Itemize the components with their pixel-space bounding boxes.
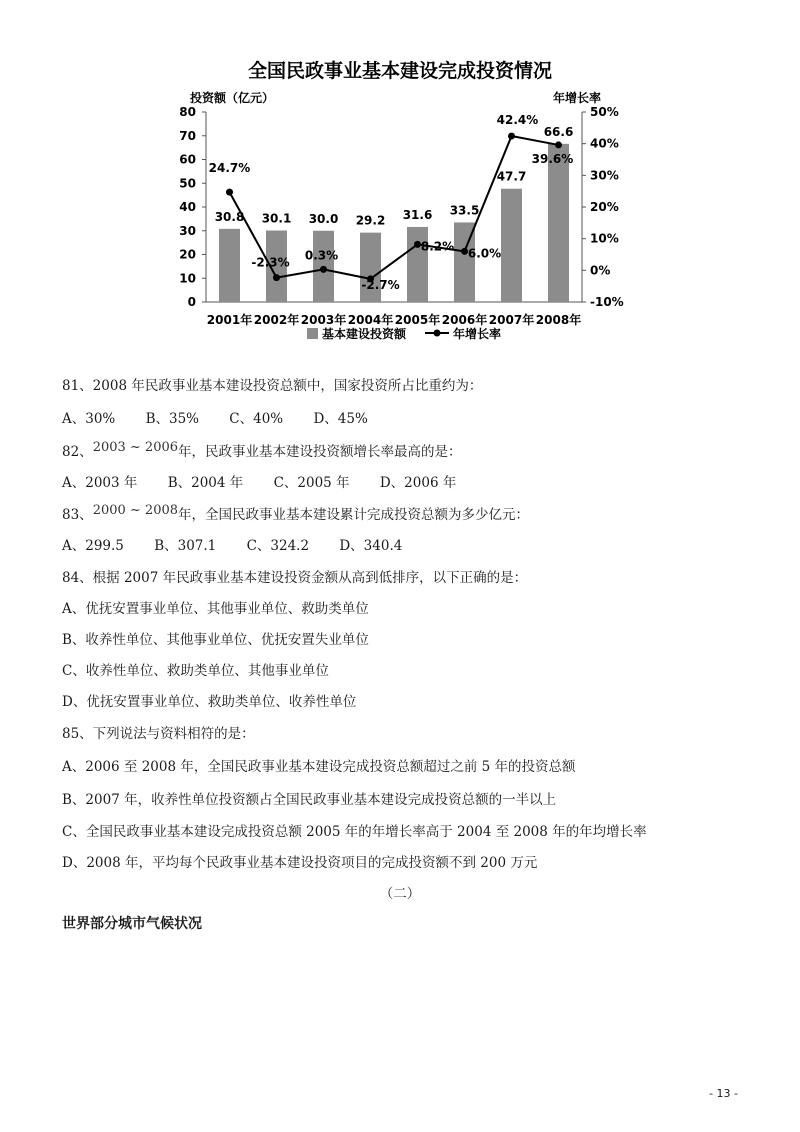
x-category-label: 2006年: [441, 313, 488, 327]
x-category-label: 2005年: [394, 313, 441, 327]
question-84-option-c: C、收养性单位、救助类单位、其他事业单位: [62, 663, 329, 679]
section-marker: （二）: [379, 886, 421, 902]
option-c: C、2005 年: [273, 475, 350, 491]
option-b: B、2004 年: [167, 475, 244, 491]
right-axis-title: 年增长率: [552, 91, 601, 105]
legend-line-marker: [434, 330, 441, 337]
question-85-option-c: C、全国民政事业基本建设完成投资总额 2005 年的年增长率高于 2004 至 2008 年的年均增长率: [62, 824, 647, 840]
right-tick-label: 50%: [590, 105, 619, 119]
legend-bar-label: 基本建设投资额: [322, 327, 407, 341]
left-tick-label: 70: [179, 128, 196, 143]
bar: [501, 189, 522, 302]
option-d: D、45%: [313, 411, 368, 427]
bar-value-label: 29.2: [355, 213, 386, 228]
question-85-option-d: D、2008 年，平均每个民政事业基本建设投资项目的完成投资额不到 200 万元: [62, 855, 538, 871]
question-85: 85、下列说法与资料相符的是：: [62, 726, 255, 742]
left-tick-label: 60: [179, 152, 196, 167]
left-tick-label: 80: [179, 105, 196, 119]
question-84-option-b: B、收养性单位、其他事业单位、优抚安置失业单位: [62, 632, 369, 648]
x-category-label: 2007年: [488, 313, 535, 327]
bar-value-label: 30.8: [214, 209, 245, 224]
growth-rate-point: [226, 189, 233, 196]
left-axis-title: 投资额（亿元）: [190, 91, 275, 105]
right-tick-label: 0%: [590, 263, 611, 278]
bar-value-label: 30.0: [308, 211, 339, 226]
question-83-year-range: 2000 ~ 2008: [92, 503, 179, 518]
left-tick-label: 20: [179, 247, 196, 262]
question-82: [62, 440, 462, 460]
bar-value-label: 66.6: [543, 124, 574, 139]
left-tick-label: 30: [179, 223, 196, 238]
question-83: [62, 503, 529, 523]
bar-value-label: 30.1: [261, 211, 292, 226]
question-82-year-range: 2003 ~ 2006: [92, 440, 179, 455]
question-83-text: 年，全国民政事业基本建设累计完成投资总额为多少亿元：: [178, 507, 530, 523]
left-tick-label: 10: [179, 271, 196, 286]
right-tick-label: -10%: [590, 295, 624, 309]
option-c: C、324.2: [246, 538, 310, 554]
question-84-option-a: A、优抚安置事业单位、其他事业单位、救助类单位: [62, 601, 369, 617]
growth-rate-point: [273, 274, 280, 281]
growth-rate-point: [508, 133, 515, 140]
growth-rate-point: [555, 141, 562, 148]
legend-bar-swatch: [307, 328, 318, 339]
x-category-label: 2008年: [535, 313, 582, 327]
left-tick-label: 50: [179, 176, 196, 191]
question-81: 81、2008 年民政事业基本建设投资总额中，国家投资所占比重约为：: [62, 378, 483, 394]
bar: [407, 227, 428, 302]
option-d: D、340.4: [339, 538, 403, 554]
growth-rate-label: -2.7%: [361, 277, 400, 292]
option-a: A、2003 年: [62, 475, 138, 491]
option-b: B、307.1: [154, 538, 217, 554]
chart-title: 全国民政事业基本建设完成投资情况: [247, 60, 552, 82]
section-title: 世界部分城市气候状况: [62, 916, 202, 932]
right-tick-label: 40%: [590, 136, 619, 151]
option-a: A、299.5: [62, 538, 124, 554]
left-tick-label: 40: [179, 200, 196, 214]
x-category-label: 2003年: [300, 313, 347, 327]
x-category-label: 2004年: [347, 313, 394, 327]
question-82-text: 年，民政事业基本建设投资额增长率最高的是：: [178, 444, 462, 460]
growth-rate-label: 42.4%: [496, 113, 539, 128]
bar-value-label: 47.7: [496, 169, 527, 184]
x-category-label: 2001年: [206, 313, 253, 327]
right-tick-label: 20%: [590, 200, 619, 214]
investment-chart: [0, 84, 800, 354]
left-tick-label: 0: [187, 295, 196, 309]
option-a: A、30%: [62, 411, 116, 427]
legend-line-label: 年增长率: [453, 327, 502, 341]
option-d: D、2006 年: [379, 475, 457, 491]
growth-rate-point: [320, 266, 327, 273]
page-number: - 13 -: [709, 1087, 738, 1100]
bar: [219, 229, 240, 302]
bar-value-label: 33.5: [449, 203, 480, 218]
growth-rate-label: 6.0%: [467, 246, 502, 261]
right-tick-label: 30%: [590, 168, 619, 183]
option-b: B、35%: [145, 411, 199, 427]
growth-rate-label: 8.2%: [420, 239, 455, 254]
question-82-prefix: 82、: [62, 444, 93, 460]
question-82-options: [62, 471, 482, 491]
question-84-option-d: D、优抚安置事业单位、救助类单位、收养性单位: [62, 694, 357, 710]
growth-rate-label: 24.7%: [208, 161, 251, 176]
x-category-label: 2002年: [253, 313, 300, 327]
bar-value-label: 31.6: [402, 207, 433, 222]
bar: [548, 144, 569, 302]
growth-rate-label: 0.3%: [304, 248, 339, 263]
right-tick-label: 10%: [590, 231, 619, 246]
question-85-option-b: B、2007 年，收养性单位投资额占全国民政事业基本建设完成投资总额的一半以上: [62, 792, 557, 808]
question-81-options: [62, 407, 394, 427]
option-c: C、40%: [229, 411, 284, 427]
question-83-options: [62, 534, 428, 554]
growth-rate-label: -2.3%: [251, 255, 290, 270]
question-85-option-a: A、2006 至 2008 年，全国民政事业基本建设完成投资总额超过之前 5 年的投资总额: [62, 759, 576, 775]
growth-rate-label: 39.6%: [531, 151, 574, 166]
question-84: 84、根据 2007 年民政事业基本建设投资金额从高到低排序，以下正确的是：: [62, 570, 528, 586]
question-83-prefix: 83、: [62, 507, 93, 523]
